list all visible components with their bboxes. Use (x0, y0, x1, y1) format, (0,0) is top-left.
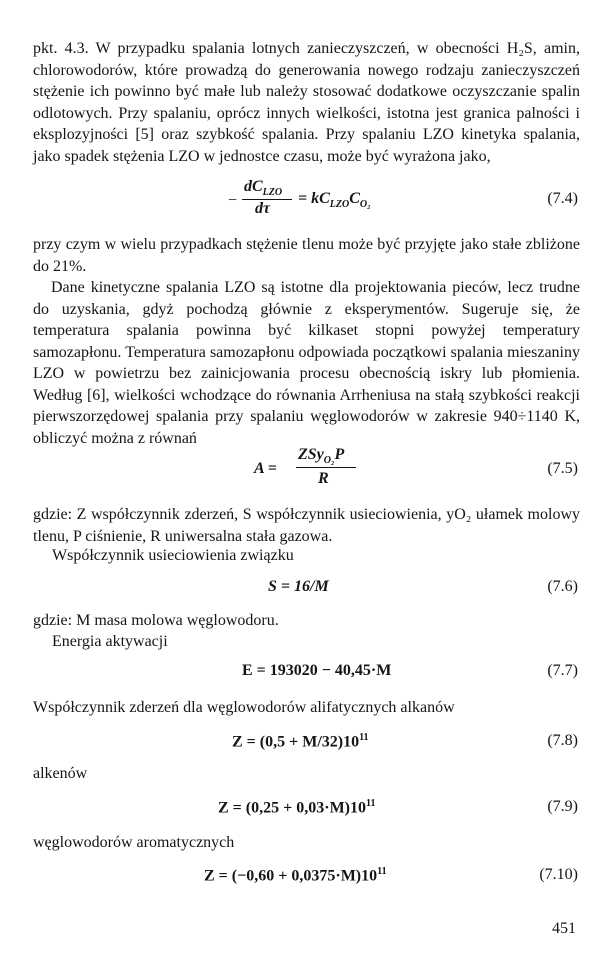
eq77-label: (7.7) (547, 662, 578, 679)
eq75-label: (7.5) (547, 460, 578, 477)
eq77-formula: E = 193020 − 40,45·M (242, 662, 392, 679)
equation-7-4 (0, 178, 606, 218)
line-alkane-collision: Współczynnik zderzeń dla węglowodorów alifatycznych alkanów (33, 699, 455, 716)
equation-7-5 (0, 446, 606, 486)
line-alkenes: alkenów (33, 765, 88, 782)
page-number: 451 (552, 920, 576, 937)
eq78-formula: $Z = (0,5 + M/32)10^{11}$ (232, 732, 369, 751)
equation-7-9 (0, 794, 606, 834)
eq75-fraction-bar (296, 467, 356, 468)
paragraph-kinetic-data: Dane kinetyczne spalania LZO są istotne dla projektowania pieców, lecz trudne do uzyskania, gdyż pochodzą głównie z eksperymentów. Sugeruje się, że temperatura spalania powinna być kilkaset stopni powyżej temperatury samozapłonu. Temperatura samozapłonu odpowiada początkowi spalania mieszaniny LZO w powietrzu bez zainicjowania procesu obecnością iskry lub płomienia. Według [6], wielkości wchodzące do równania Arrheniusa na stałą szybkości reakcji pierwszorzędowej spalania przy spalaniu węglowodorów w zakresie 940÷1140 K, obliczyć można z równań (33, 279, 580, 447)
eq74-minus: − (228, 192, 238, 209)
eq79-formula: $Z = (0,25 + 0,03\cdot M)10^{11}$ (218, 798, 376, 817)
eq75-numerator: ZSy$_{O_2}$P (298, 446, 345, 467)
eq74-label: (7.4) (547, 190, 578, 207)
eq74-rhs: = $kC_{LZO}C_{O_2}$ (298, 190, 371, 211)
eq74-numerator: $dC_{LZO}$ (244, 178, 283, 199)
line-crosslink-coefficient: Współczynnik usieciowienia związku (52, 547, 294, 564)
eq78-label: (7.8) (547, 732, 578, 749)
line-molar-mass-def: gdzie: M masa molowa węglowodoru. (33, 612, 279, 629)
eq710-formula: $Z = (-0,60 + 0,0375\cdot M)10^{11}$ (204, 866, 387, 885)
line-aromatic-hydrocarbons: węglowodorów aromatycznych (33, 834, 235, 851)
line-activation-energy: Energia aktywacji (52, 633, 168, 650)
eq76-formula: S = 16/M (268, 578, 329, 595)
equation-7-8 (0, 728, 606, 768)
equation-7-10 (0, 862, 606, 902)
eq79-label: (7.9) (547, 798, 578, 815)
equation-7-7 (0, 660, 606, 700)
paragraph-oxygen-concentration: przy czym w wielu przypadkach stężenie tlenu może być przyjęte jako stałe zbliżone do 21%. (33, 236, 580, 275)
paragraph-symbol-definitions: gdzie: Z współczynnik zderzeń, S współczynnik usieciowienia, yO₂ ułamek molowy tlenu, P ciśnienie, R uniwersalna stała gazowa. (33, 506, 580, 545)
eq75-denominator: R (318, 470, 329, 487)
eq75-lhs: A = (254, 460, 277, 477)
paragraph-combustion-intro: pkt. 4.3. W przypadku spalania lotnych zanieczyszczeń, w obecności H₂S, amin, chlorowodorów, które prowadzą do generowania nowego rodzaju zanieczyszczeń stężenie ich powinno być małe lub należy stosować dodatkowe oczyszczanie spalin odlotowych. Przy spalaniu, oprócz innych wielkości, istotna jest granica palności i eksplozyjności [5] oraz szybkość spalania. Przy spalaniu LZO kinetyka spalania, jako spadek stężenia LZO w jednostce czasu, może być wyrażona jako, (33, 40, 580, 165)
equation-7-6 (0, 576, 606, 616)
eq76-label: (7.6) (547, 578, 578, 595)
eq710-label: (7.10) (539, 866, 578, 883)
eq74-denominator: dτ (255, 200, 271, 217)
